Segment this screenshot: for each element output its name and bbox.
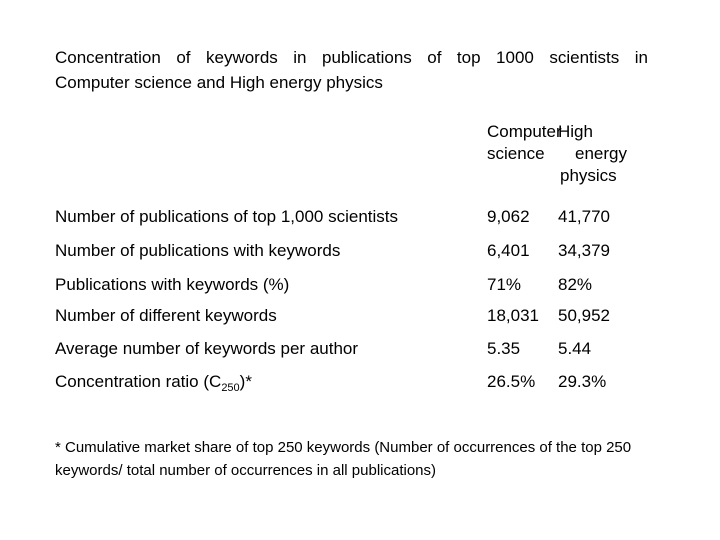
header-hep-line-1: High xyxy=(558,122,593,141)
cs-value: 18,031 xyxy=(487,306,539,325)
hep-value: 5.44 xyxy=(558,339,592,358)
row-label xyxy=(55,370,252,394)
hep-value: 50,952 xyxy=(558,306,610,325)
label-prefix: Concentration ratio (C xyxy=(55,372,222,391)
cs-value: 71% xyxy=(487,275,522,294)
cs-value: 6,401 xyxy=(487,241,530,260)
table-row xyxy=(55,239,675,263)
row-label: Number of publications with keywords xyxy=(55,241,341,260)
table-row xyxy=(55,337,675,361)
label-subscript: 250 xyxy=(221,382,240,394)
title-line-2: Computer science and High energy physics xyxy=(55,73,383,92)
footnote: * Cumulative market share of top 250 keywords (Number of occurrences of the top 250 keywords/ total number of occurrences in all publications) xyxy=(55,439,632,479)
cs-value: 5.35 xyxy=(487,339,521,358)
row-label: Number of publications of top 1,000 scientists xyxy=(55,207,399,226)
hep-value: 82% xyxy=(558,275,593,294)
header-cs-line-1: Computer xyxy=(487,122,562,141)
header-hep-line-2: energy xyxy=(575,144,627,163)
document-title xyxy=(55,45,648,95)
hep-value: 29.3% xyxy=(558,372,607,391)
label-suffix: )* xyxy=(239,372,252,391)
cs-value: 9,062 xyxy=(487,207,530,226)
title-line-1: Concentration of keywords in publications of top 1000 scientists in xyxy=(55,48,648,67)
row-label: Average number of keywords per author xyxy=(55,339,359,358)
table-row xyxy=(55,304,675,328)
hep-value: 34,379 xyxy=(558,241,610,260)
row-label: Number of different keywords xyxy=(55,306,277,325)
table-row xyxy=(55,370,675,394)
row-label: Publications with keywords (%) xyxy=(55,275,290,294)
table-row xyxy=(55,273,675,297)
hep-value: 41,770 xyxy=(558,207,610,226)
header-cs-line-2: science xyxy=(487,144,545,163)
table-row xyxy=(55,205,675,229)
cs-value: 26.5% xyxy=(487,372,536,391)
header-hep-line-3: physics xyxy=(560,166,617,185)
